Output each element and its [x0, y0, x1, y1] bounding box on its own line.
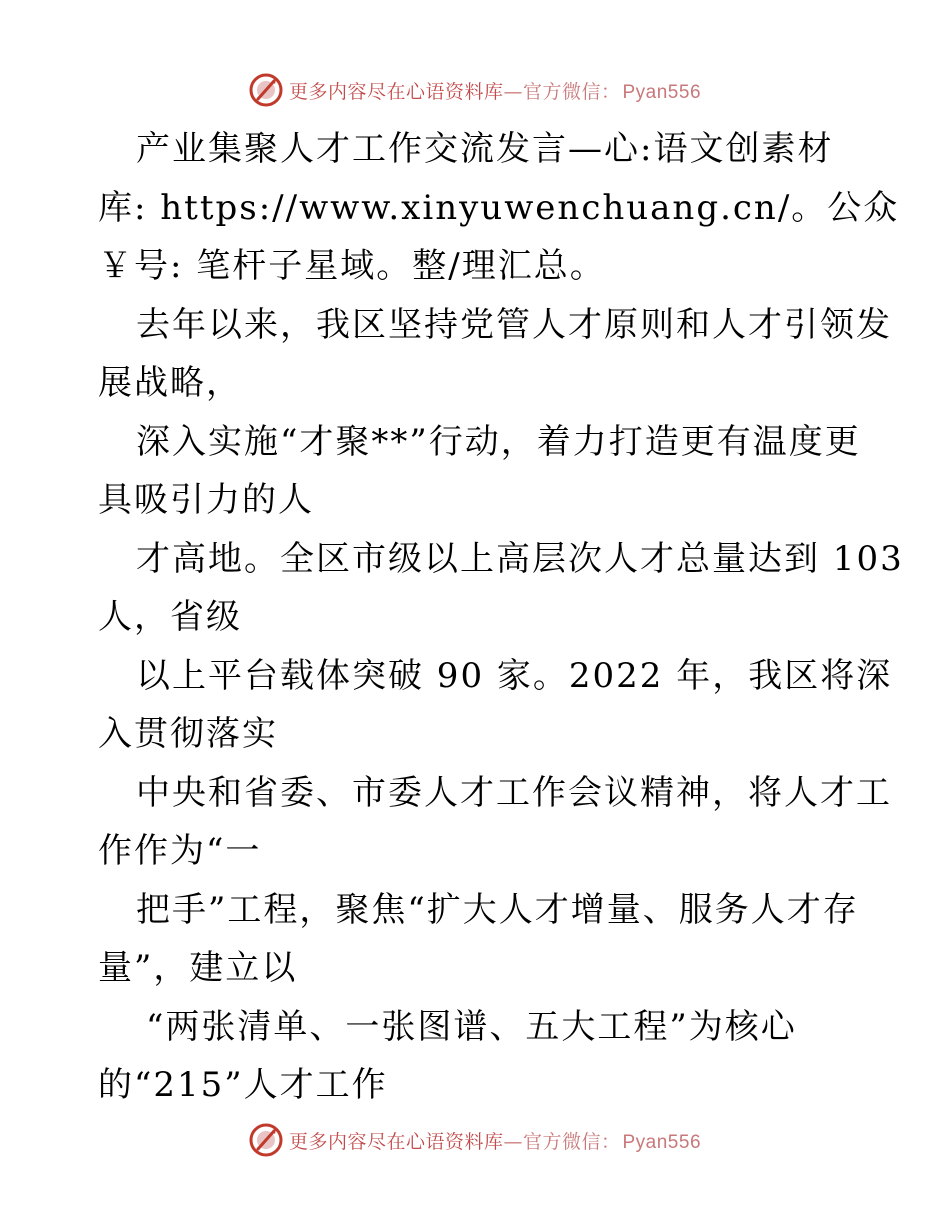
body-line: “两张清单、一张图谱、五大工程”为核心	[146, 1006, 797, 1047]
watermark-id: Pyan556	[622, 1131, 702, 1153]
watermark-brand: 更多内容尽在心语资料库	[288, 1130, 504, 1153]
footer-watermark	[0, 1120, 950, 1160]
body-line: 以上平台载体突破 90 家。2022 年，我区将深	[136, 655, 893, 696]
watermark-id: Pyan556	[622, 81, 702, 103]
body-line: 入贯彻落实	[98, 714, 278, 754]
body-line: 把手”工程，聚焦“扩大人才增量、服务人才存	[136, 889, 859, 930]
header-watermark	[0, 70, 950, 110]
watermark-text	[289, 1127, 701, 1154]
body-line: 去年以来，我区坚持党管人才原则和人才引领发	[136, 304, 892, 345]
body-line: 才高地。全区市级以上高层次人才总量达到 103	[136, 538, 904, 579]
body-line: 具吸引力的人	[98, 480, 314, 520]
body-line: 中央和省委、市委人才工作会议精神，将人才工	[136, 772, 892, 813]
body-line: 库: https://www.xinyuwenchuang.cn/。公众	[98, 187, 900, 228]
watermark-label: 官方微信：	[522, 80, 621, 103]
watermark-dash: —	[503, 1130, 523, 1153]
body-line: 量”，建立以	[98, 948, 298, 988]
watermark-text	[289, 77, 701, 104]
document-body	[98, 120, 904, 1115]
body-line: 深入实施“才聚**”行动，着力打造更有温度更	[136, 421, 861, 462]
body-line: 人，省级	[98, 597, 242, 637]
watermark-logo-icon	[249, 73, 283, 107]
watermark-logo-icon	[249, 1123, 283, 1157]
body-line: ￥号: 笔杆子星域。整/理汇总。	[98, 246, 606, 286]
body-line: 作作为“一	[98, 831, 262, 871]
watermark-brand: 更多内容尽在心语资料库	[288, 80, 504, 103]
body-line: 展战略，	[98, 363, 242, 403]
body-line: 产业集聚人才工作交流发言—心:语文创素材	[136, 129, 834, 169]
body-line: 的“215”人才工作	[98, 1065, 388, 1105]
watermark-label: 官方微信：	[522, 1130, 621, 1153]
watermark-dash: —	[503, 80, 523, 103]
